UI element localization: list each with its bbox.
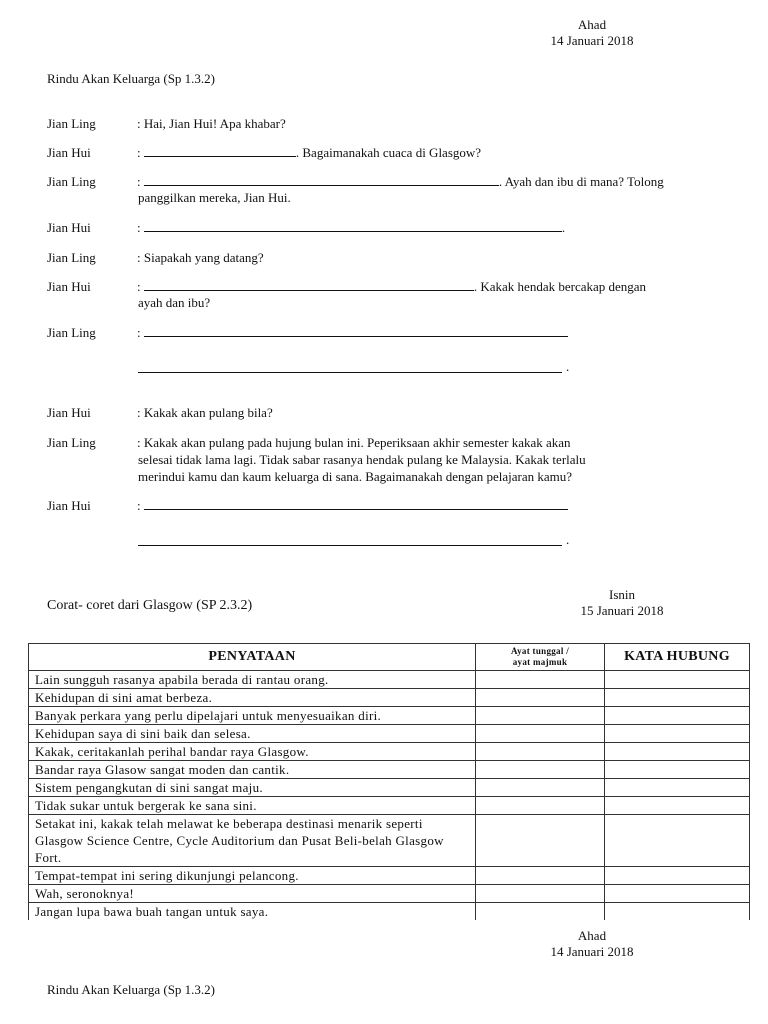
speaker-label: Jian Ling xyxy=(47,325,96,340)
worksheet-table xyxy=(28,643,750,920)
dialogue-text: : Siapakah yang datang? xyxy=(137,250,264,265)
speaker-label: Jian Ling xyxy=(47,250,96,265)
dialogue-continuation: ayah dan ibu? xyxy=(138,295,211,310)
answer-blank[interactable] xyxy=(144,174,499,186)
sentence-type-cell[interactable] xyxy=(476,903,605,921)
section-day: Isnin xyxy=(609,587,635,602)
header-statement: PENYATAAN xyxy=(29,644,476,671)
answer-blank[interactable] xyxy=(138,545,562,546)
dialogue-continuation: merindui kamu dan kaum keluarga di sana. Bagaimanakah dengan pelajaran kamu? xyxy=(138,469,573,484)
header-conjunction: KATA HUBUNG xyxy=(605,644,750,671)
sentence-type-cell[interactable] xyxy=(476,743,605,761)
answer-blank[interactable] xyxy=(144,220,562,232)
colon: : xyxy=(137,325,141,340)
worksheet-title: Rindu Akan Keluarga (Sp 1.3.2) xyxy=(47,71,216,86)
conjunction-cell[interactable] xyxy=(605,779,750,797)
speaker-label: Jian Ling xyxy=(47,116,96,131)
header-day: Ahad xyxy=(577,17,607,32)
dialogue-text: . xyxy=(561,220,566,235)
sentence-type-cell[interactable] xyxy=(476,885,605,903)
dialogue-line xyxy=(137,219,565,236)
table-row xyxy=(29,797,750,815)
header-date-block xyxy=(530,17,654,49)
table-row xyxy=(29,779,750,797)
table-row xyxy=(29,867,750,885)
conjunction-cell[interactable] xyxy=(605,903,750,921)
conjunction-cell[interactable] xyxy=(605,867,750,885)
speaker-label: Jian Hui xyxy=(47,405,91,420)
conjunction-cell[interactable] xyxy=(605,707,750,725)
conjunction-cell[interactable] xyxy=(605,885,750,903)
table-row xyxy=(29,671,750,689)
table-header-row xyxy=(29,644,750,671)
statement-cell: Tempat-tempat ini sering dikunjungi pelancong. xyxy=(29,867,476,885)
sentence-type-cell[interactable] xyxy=(476,761,605,779)
footer-title: Rindu Akan Keluarga (Sp 1.3.2) xyxy=(47,982,216,997)
period: . xyxy=(566,359,570,374)
answer-blank[interactable] xyxy=(138,372,562,373)
dialogue-line xyxy=(137,497,568,514)
conjunction-cell[interactable] xyxy=(605,671,750,689)
answer-blank[interactable] xyxy=(144,498,568,510)
statement-cell: Wah, seronoknya! xyxy=(29,885,476,903)
dialogue-line xyxy=(137,324,568,341)
statement-cell: Kakak, ceritakanlah perihal bandar raya Glasgow. xyxy=(29,743,476,761)
period: . xyxy=(566,532,570,547)
header-sentence-type xyxy=(476,644,605,671)
dialogue-text: . Ayah dan ibu di mana? Tolong xyxy=(498,174,664,189)
sentence-type-cell[interactable] xyxy=(476,707,605,725)
conjunction-cell[interactable] xyxy=(605,689,750,707)
table-row xyxy=(29,885,750,903)
header-type-line1: Ayat tunggal / xyxy=(510,646,570,656)
dialogue-text: : Hai, Jian Hui! Apa khabar? xyxy=(137,116,286,131)
dialogue-text: : Kakak akan pulang pada hujung bulan ini. Peperiksaan akhir semester kakak akan xyxy=(137,435,571,450)
table-row xyxy=(29,815,750,867)
section-title: Corat- coret dari Glasgow (SP 2.3.2) xyxy=(47,598,253,613)
conjunction-cell[interactable] xyxy=(605,815,750,867)
sentence-type-cell[interactable] xyxy=(476,725,605,743)
dialogue-line xyxy=(137,278,646,295)
sentence-type-cell[interactable] xyxy=(476,797,605,815)
statement-cell: Bandar raya Glasow sangat moden dan cantik. xyxy=(29,761,476,779)
colon: : xyxy=(137,279,141,294)
section-date: 15 Januari 2018 xyxy=(580,603,664,618)
colon: : xyxy=(137,174,141,189)
table-row xyxy=(29,761,750,779)
conjunction-cell[interactable] xyxy=(605,725,750,743)
speaker-label: Jian Ling xyxy=(47,174,96,189)
speaker-label: Jian Hui xyxy=(47,220,91,235)
dialogue-line xyxy=(137,173,664,190)
table-row xyxy=(29,743,750,761)
speaker-label: Jian Ling xyxy=(47,435,96,450)
colon: : xyxy=(137,498,141,513)
answer-blank[interactable] xyxy=(144,145,296,157)
table-row xyxy=(29,707,750,725)
dialogue-text: . Kakak hendak bercakap dengan xyxy=(473,279,647,294)
sentence-type-cell[interactable] xyxy=(476,815,605,867)
table-row xyxy=(29,903,750,921)
dialogue-text: . Bagaimanakah cuaca di Glasgow? xyxy=(295,145,482,160)
table-row xyxy=(29,689,750,707)
statement-cell: Banyak perkara yang perlu dipelajari untuk menyesuaikan diri. xyxy=(29,707,476,725)
answer-blank[interactable] xyxy=(144,279,474,291)
header-date: 14 Januari 2018 xyxy=(550,33,634,48)
statement-cell: Kehidupan di sini amat berbeza. xyxy=(29,689,476,707)
sentence-type-cell[interactable] xyxy=(476,867,605,885)
colon: : xyxy=(137,145,141,160)
footer-day: Ahad xyxy=(577,928,607,943)
statement-cell: Tidak sukar untuk bergerak ke sana sini. xyxy=(29,797,476,815)
conjunction-cell[interactable] xyxy=(605,761,750,779)
footer-date-block xyxy=(530,928,654,960)
sentence-type-cell[interactable] xyxy=(476,671,605,689)
speaker-label: Jian Hui xyxy=(47,279,91,294)
table-row xyxy=(29,725,750,743)
footer-date: 14 Januari 2018 xyxy=(550,944,634,959)
speaker-label: Jian Hui xyxy=(47,498,91,513)
dialogue-continuation: panggilkan mereka, Jian Hui. xyxy=(138,190,291,205)
colon: : xyxy=(137,220,141,235)
answer-blank[interactable] xyxy=(144,325,568,337)
statement-cell: Sistem pengangkutan di sini sangat maju. xyxy=(29,779,476,797)
statement-cell: Lain sungguh rasanya apabila berada di rantau orang. xyxy=(29,671,476,689)
dialogue-text: : Kakak akan pulang bila? xyxy=(137,405,273,420)
speaker-label: Jian Hui xyxy=(47,145,91,160)
sentence-type-cell[interactable] xyxy=(476,779,605,797)
conjunction-cell[interactable] xyxy=(605,797,750,815)
dialogue-line xyxy=(137,144,481,161)
statement-cell: Setakat ini, kakak telah melawat ke beberapa destinasi menarik seperti Glasgow Science Centre, Cycle Auditorium dan Pusat Beli-belah Glasgow Fort. xyxy=(29,815,476,867)
statement-cell: Kehidupan saya di sini baik dan selesa. xyxy=(29,725,476,743)
conjunction-cell[interactable] xyxy=(605,743,750,761)
section-date-block xyxy=(560,587,684,619)
sentence-type-cell[interactable] xyxy=(476,689,605,707)
header-type-line2: ayat majmuk xyxy=(512,657,568,667)
dialogue-continuation: selesai tidak lama lagi. Tidak sabar rasanya hendak pulang ke Malaysia. Kakak terlalu xyxy=(138,452,586,467)
statement-cell: Jangan lupa bawa buah tangan untuk saya. xyxy=(29,903,476,921)
